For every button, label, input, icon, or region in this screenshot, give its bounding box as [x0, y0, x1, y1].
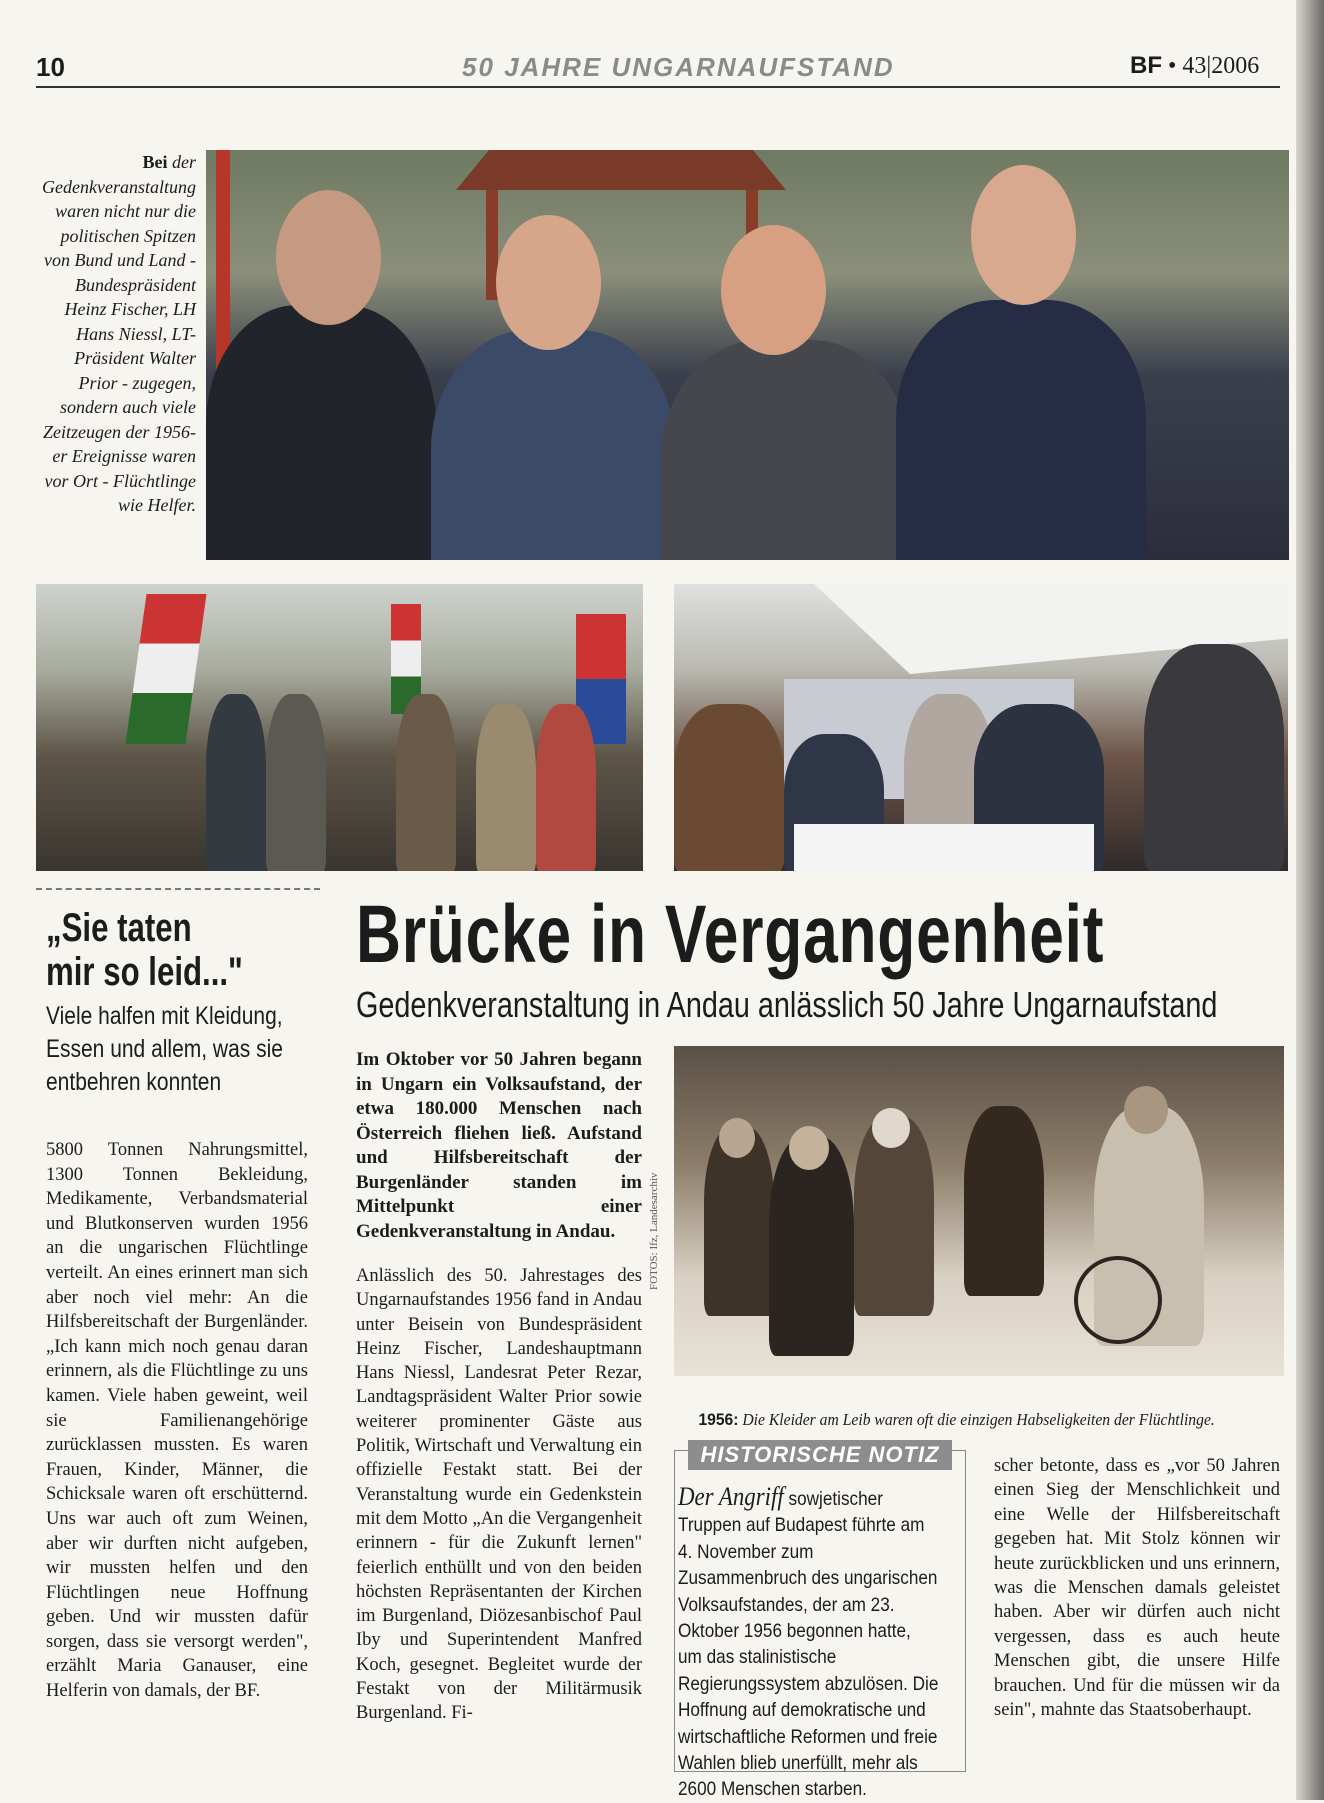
caption-year: 1956:: [698, 1410, 739, 1429]
article-body-col2: scher betonte, dass es „vor 50 Jahren einen Sieg der Menschlichkeit und eine Welle der Hilfsbereitschaft gegeben hat. Mit Stolz können wir heute zurückblicken und uns erinnern, was die Menschen damals geleistet haben. Aber wir dürfen auch nicht vergessen, dass es auch heute Menschen gibt, die unsere Hilfe brauchen. Und für die müssen wir da sein", mahnte das Staatsoberhaupt.: [994, 1456, 1280, 1721]
issue-number: 43|2006: [1182, 53, 1260, 79]
photo-refugees-1956: [674, 1046, 1284, 1376]
caption-text: Die Kleider am Leib waren oft die einzigen Habseligkeiten der Flüchtlinge.: [742, 1410, 1215, 1429]
page-number: 10: [36, 52, 65, 82]
sidebar-headline-line1: „Sie taten: [46, 906, 192, 950]
caption-text: der Gedenkveranstaltung waren nicht nur die politischen Spitzen von Bund und Land - Bundespräsident Heinz Fischer, LH Hans Niessl, LT-Präsident Walter Prior - zugegen, sondern auch viele Zeitzeugen der 1956-er Ereignisse waren vor Ort - Flüchtlinge wie Helfer.: [42, 152, 196, 515]
photo-credit: FOTOS: Ifz, Landesarchiv: [648, 1172, 660, 1290]
caption-lead: Bei: [142, 152, 168, 172]
publication-name: BF: [1130, 52, 1162, 79]
historic-note-text: [678, 1484, 938, 1803]
historic-note-lead: Der Angriff: [678, 1482, 784, 1511]
bullet: •: [1168, 53, 1177, 79]
page-edge-shadow: [1296, 0, 1324, 1800]
sidebar-rule: [36, 888, 320, 890]
article-headline: Brücke in Vergangenheit: [356, 889, 1105, 980]
photo-flags-crowd: [36, 584, 643, 871]
historic-note-body: sowjetischer Truppen auf Budapest führte am 4. November zum Zusammenbruch des ungarischen Volksaufstandes, der am 23. Oktober 1956 begonnen hatte, um das stalinistische Regierungssystem abzulösen. Die Hoffnung auf demokratische und wirtschaftliche Reformen und freie Wahlen blieb unerfüllt, mehr als 2600 Menschen starben.: [678, 1488, 939, 1801]
sidebar-headline: [46, 906, 243, 994]
article-lead: Im Oktober vor 50 Jahren begann in Ungarn ein Volksaufstand, der etwa 180.000 Menschen nach Österreich fliehen ließ. Aufstand und Hilfsbereitschaft der Burgenländer standen im Mittelpunkt einer Gedenkveranstaltung in Andau.: [356, 1049, 642, 1242]
photo-speakers: [674, 584, 1288, 871]
article-body-col1: Anlässlich des 50. Jahrestages des Ungarnaufstandes 1956 fand in Andau unter Beisein von Bundespräsident Heinz Fischer, Landeshauptmann Hans Niessl, Landesrat Peter Rezar, Landtagspräsident Walter Prior sowie weiterer prominenter Gäste aus Politik, Wirtschaft und Verwaltung ein offizielle Festakt statt. Bei der Veranstaltung wurde ein Gedenkstein mit dem Motto „An die Vergangenheit erinnern - für die Zukunft lernen" feierlich enthüllt und von den beiden höchsten Repräsentanten der Kirchen im Burgenland, Diözesanbischof Paul Iby und Superintendent Manfred Koch, gesegnet. Begleitet wurde der Festakt von der Militärmusik Burgenland. Fi-: [356, 1266, 642, 1724]
historic-note-label: HISTORISCHE NOTIZ: [688, 1440, 952, 1470]
sidebar-subheadline: Viele halfen mit Kleidung, Essen und allem, was sie entbehren konnten: [46, 1002, 283, 1096]
sidebar-headline-line2: mir so leid...": [46, 950, 243, 994]
photo-caption-refugees: [698, 1410, 1214, 1430]
photo-dignitaries: [206, 150, 1289, 560]
section-title: 50 JAHRE UNGARNAUFSTAND: [462, 52, 895, 82]
issue-info: [1130, 52, 1259, 80]
article-subheadline: Gedenkveranstaltung in Andau anlässlich 50 Jahre Ungarnaufstand: [356, 984, 1218, 1025]
photo-caption-dignitaries: [36, 150, 196, 518]
header-rule: [36, 86, 1280, 88]
sidebar-body: 5800 Tonnen Nahrungsmittel, 1300 Tonnen Bekleidung, Medikamente, Verbandsmaterial und Blutkonserven wurden 1956 an die ungarischen Flüchtlinge verteilt. An eines erinnert man sich aber noch viel mehr: An die Hilfsbereitschaft der Burgenländer. „Ich kann mich noch genau daran erinnern, als die Flüchtlinge zu uns kamen. Viele haben geweint, weil sie Familienangehörige zurücklassen mussten. Es waren Frauen, Kinder, Männer, die Schicksale waren oft erschütternd. Uns war auch oft zum Weinen, aber wir durften nicht aufgeben, wir mussten helfen und den Flüchtlingen neue Hoffnung geben. Und wir mussten dafür sorgen, dass sie versorgt werden", erzählt Maria Ganauser, eine Helferin von damals, der BF.: [46, 1140, 308, 1702]
